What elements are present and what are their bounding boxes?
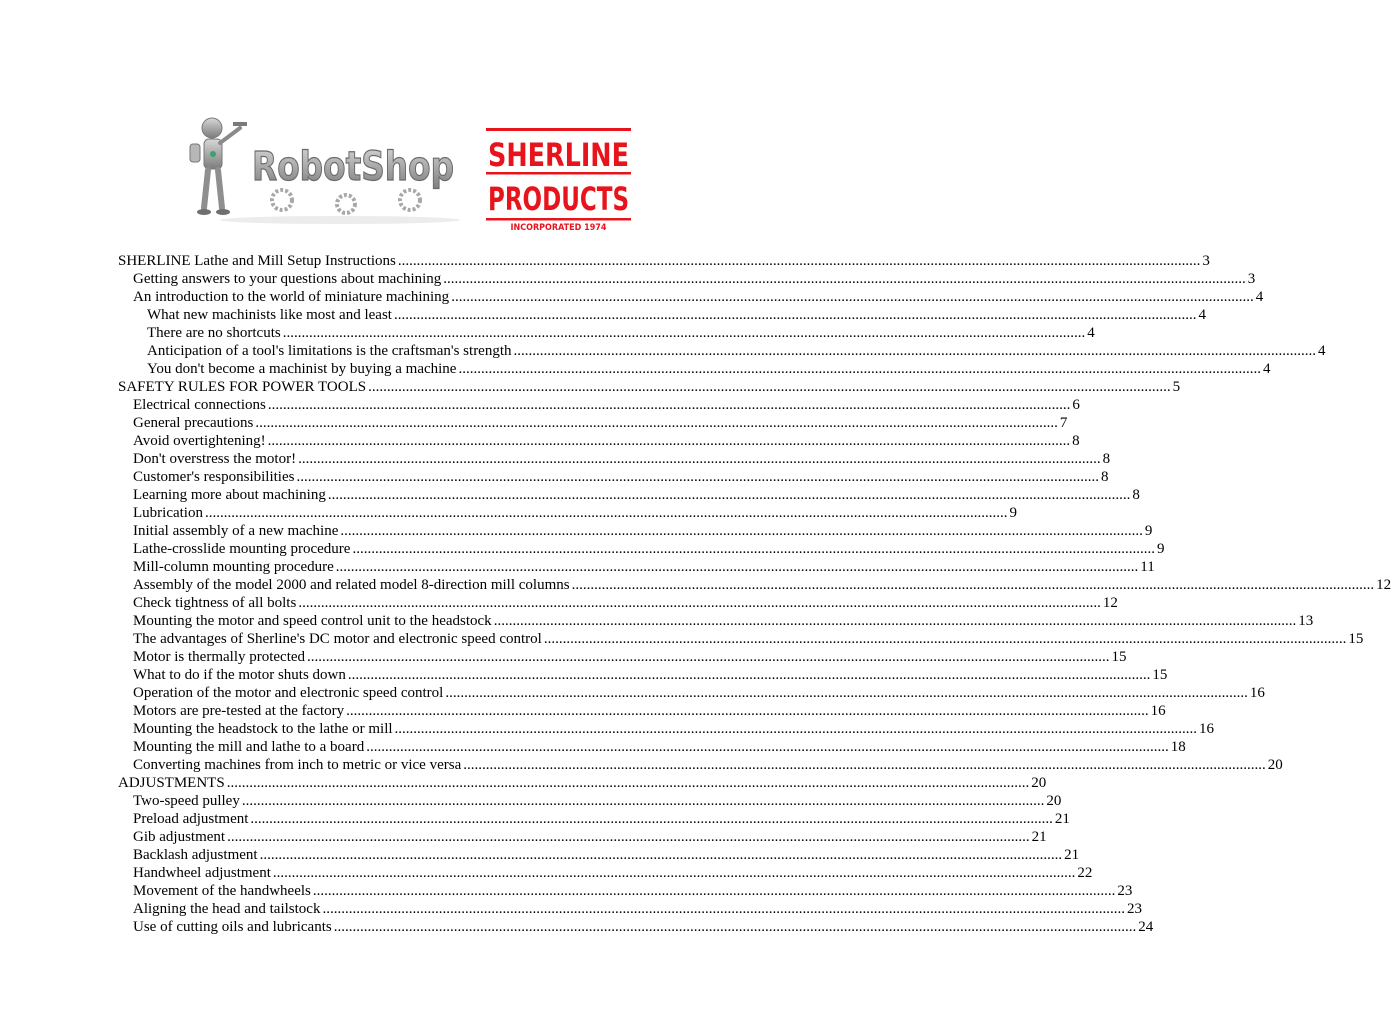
table-of-contents — [118, 252, 1391, 936]
toc-entry-title: You don't become a machinist by buying a machine — [147, 361, 457, 377]
toc-dot-leader — [544, 630, 1347, 648]
toc-entry-page-number: 20 — [1046, 793, 1062, 809]
toc-entry[interactable] — [118, 666, 1168, 684]
toc-dot-leader — [395, 720, 1198, 738]
toc-dot-leader — [255, 414, 1058, 432]
toc-entry-title: Learning more about machining — [133, 487, 326, 503]
toc-entry-title: SAFETY RULES FOR POWER TOOLS — [118, 379, 367, 395]
toc-dot-leader — [514, 342, 1317, 360]
toc-entry-title: An introduction to the world of miniature machining — [133, 289, 450, 305]
toc-dot-leader — [352, 540, 1155, 558]
toc-dot-leader — [398, 252, 1201, 270]
toc-entry-title: Lathe-crosslide mounting procedure — [133, 541, 351, 557]
toc-dot-leader — [313, 882, 1116, 900]
toc-entry-title: Backlash adjustment — [133, 847, 258, 863]
toc-entry[interactable] — [118, 540, 1165, 558]
toc-entry[interactable] — [118, 792, 1062, 810]
toc-entry-title: Mounting the mill and lathe to a board — [133, 739, 365, 755]
toc-dot-leader — [242, 792, 1045, 810]
toc-entry[interactable] — [118, 810, 1070, 828]
toc-dot-leader — [366, 738, 1169, 756]
toc-entry-page-number: 20 — [1031, 775, 1047, 791]
toc-entry-page-number: 21 — [1054, 811, 1070, 827]
toc-entry-page-number: 8 — [1132, 487, 1140, 503]
toc-entry-title: Motors are pre-tested at the factory — [133, 703, 345, 719]
toc-dot-leader — [394, 306, 1197, 324]
toc-entry-page-number: 12 — [1102, 595, 1118, 611]
toc-entry[interactable] — [118, 576, 1391, 594]
toc-entry-page-number: 4 — [1198, 307, 1206, 323]
toc-entry-page-number: 24 — [1138, 919, 1154, 935]
toc-dot-leader — [334, 918, 1137, 936]
toc-entry[interactable] — [118, 396, 1080, 414]
toc-entry[interactable] — [118, 558, 1155, 576]
toc-entry-title: ADJUSTMENTS — [118, 775, 225, 791]
toc-entry-title: The advantages of Sherline's DC motor and electronic speed control — [133, 631, 542, 647]
toc-dot-leader — [336, 558, 1139, 576]
toc-entry-page-number: 11 — [1140, 559, 1155, 575]
toc-entry-title: There are no shortcuts — [147, 325, 281, 341]
toc-entry[interactable] — [118, 702, 1166, 720]
toc-entry-page-number: 7 — [1059, 415, 1068, 431]
toc-entry[interactable] — [118, 756, 1283, 774]
toc-dot-leader — [348, 666, 1151, 684]
toc-entry-title: Assembly of the model 2000 and related model 8-direction mill columns — [133, 577, 570, 593]
toc-entry[interactable] — [118, 270, 1256, 288]
toc-entry-page-number: 16 — [1249, 685, 1265, 701]
toc-entry-page-number: 4 — [1255, 289, 1264, 305]
toc-entry-page-number: 4 — [1262, 361, 1271, 377]
toc-dot-leader — [458, 360, 1261, 378]
toc-entry-page-number: 5 — [1172, 379, 1181, 395]
toc-entry-title: Mill-column mounting procedure — [133, 559, 334, 575]
toc-entry[interactable] — [118, 918, 1154, 936]
toc-entry[interactable] — [118, 468, 1109, 486]
toc-entry-title: Electrical connections — [133, 397, 266, 413]
toc-entry-page-number: 4 — [1087, 325, 1095, 341]
toc-dot-leader — [227, 828, 1030, 846]
toc-entry-title: Lubrication — [133, 505, 203, 521]
toc-entry-title: Avoid overtightening! — [133, 433, 266, 449]
toc-dot-leader — [328, 486, 1131, 504]
toc-entry[interactable] — [118, 612, 1314, 630]
toc-dot-leader — [250, 810, 1053, 828]
toc-entry-page-number: 20 — [1267, 757, 1283, 773]
toc-dot-leader — [307, 648, 1110, 666]
toc-entry-title: Anticipation of a tool's limitations is the craftsman's strength — [147, 343, 512, 359]
toc-entry[interactable] — [118, 648, 1127, 666]
toc-entry[interactable] — [118, 828, 1047, 846]
toc-dot-leader — [322, 900, 1125, 918]
toc-dot-leader — [451, 288, 1254, 306]
toc-entry-title: SHERLINE Lathe and Mill Setup Instructions — [118, 253, 396, 269]
toc-entry-page-number: 15 — [1348, 631, 1364, 647]
toc-entry-page-number: 8 — [1100, 469, 1109, 485]
toc-entry-title: Movement of the handwheels — [133, 883, 311, 899]
toc-entry[interactable] — [118, 342, 1326, 360]
toc-entry[interactable] — [118, 450, 1111, 468]
toc-dot-leader — [273, 864, 1076, 882]
toc-entry-title: Mounting the motor and speed control unit to the headstock — [133, 613, 492, 629]
toc-entry[interactable] — [118, 432, 1080, 450]
sherline-wordmark: SHERLINE — [488, 136, 629, 174]
toc-entry-page-number: 22 — [1077, 865, 1093, 881]
toc-entry-title: General precautions — [133, 415, 254, 431]
toc-entry-page-number: 15 — [1152, 667, 1168, 683]
toc-entry[interactable] — [118, 288, 1264, 306]
toc-entry-title: Motor is thermally protected — [133, 649, 306, 665]
toc-dot-leader — [368, 378, 1171, 396]
toc-entry[interactable] — [118, 900, 1142, 918]
toc-entry-page-number: 12 — [1376, 577, 1391, 593]
toc-entry[interactable] — [118, 684, 1265, 702]
toc-dot-leader — [346, 702, 1149, 720]
toc-entry-title: Check tightness of all bolts — [133, 595, 297, 611]
toc-entry-page-number: 4 — [1318, 343, 1326, 359]
toc-entry[interactable] — [118, 252, 1210, 270]
toc-dot-leader — [268, 396, 1071, 414]
toc-entry[interactable] — [118, 504, 1017, 522]
toc-entry-title: Gib adjustment — [133, 829, 226, 845]
toc-entry[interactable] — [118, 378, 1181, 396]
robotshop-wordmark: RobotShop — [252, 144, 454, 190]
toc-dot-leader — [296, 468, 1099, 486]
toc-entry[interactable] — [118, 360, 1271, 378]
toc-dot-leader — [494, 612, 1297, 630]
toc-entry-title: Don't overstress the motor! — [133, 451, 297, 467]
toc-dot-leader — [340, 522, 1143, 540]
toc-entry-title: Converting machines from inch to metric or vice versa — [133, 757, 462, 773]
toc-entry[interactable] — [118, 720, 1215, 738]
toc-entry-title: Mounting the headstock to the lathe or mill — [133, 721, 393, 737]
toc-dot-leader — [445, 684, 1248, 702]
toc-entry-title: Preload adjustment — [133, 811, 249, 827]
products-wordmark: PRODUCTS — [488, 180, 629, 218]
toc-entry-page-number: 8 — [1072, 433, 1080, 449]
toc-entry-page-number: 3 — [1247, 271, 1256, 287]
toc-dot-leader — [205, 504, 1008, 522]
toc-entry-page-number: 9 — [1144, 523, 1153, 539]
toc-entry-title: Initial assembly of a new machine — [133, 523, 339, 539]
toc-entry[interactable] — [118, 486, 1140, 504]
toc-entry[interactable] — [118, 522, 1153, 540]
toc-dot-leader — [443, 270, 1246, 288]
toc-entry-page-number: 9 — [1009, 505, 1017, 521]
toc-dot-leader — [298, 450, 1101, 468]
toc-entry-page-number: 23 — [1126, 901, 1142, 917]
toc-entry-title: What new machinists like most and least — [147, 307, 392, 323]
toc-entry-page-number: 16 — [1150, 703, 1166, 719]
toc-entry-page-number: 15 — [1111, 649, 1127, 665]
toc-entry[interactable] — [118, 414, 1068, 432]
toc-entry-title: Use of cutting oils and lubricants — [133, 919, 332, 935]
toc-entry-page-number: 21 — [1064, 847, 1080, 863]
sherline-logo — [486, 128, 631, 232]
toc-entry-title: Handwheel adjustment — [133, 865, 271, 881]
toc-entry[interactable] — [118, 846, 1080, 864]
toc-entry-page-number: 9 — [1156, 541, 1165, 557]
toc-entry-title: What to do if the motor shuts down — [133, 667, 346, 683]
toc-entry[interactable] — [118, 738, 1186, 756]
toc-entry-page-number: 23 — [1117, 883, 1133, 899]
toc-entry-page-number: 21 — [1031, 829, 1047, 845]
toc-entry-page-number: 13 — [1298, 613, 1314, 629]
toc-entry[interactable] — [118, 864, 1093, 882]
toc-entry-title: Operation of the motor and electronic speed control — [133, 685, 444, 701]
toc-entry[interactable] — [118, 594, 1118, 612]
robot-figure-icon — [190, 118, 247, 215]
toc-entry-page-number: 16 — [1199, 721, 1215, 737]
toc-entry[interactable] — [118, 774, 1047, 792]
toc-entry-page-number: 3 — [1202, 253, 1210, 269]
toc-entry-title: Getting answers to your questions about machining — [133, 271, 442, 287]
toc-dot-leader — [227, 774, 1030, 792]
toc-dot-leader — [298, 594, 1101, 612]
incorporated-text: INCORPORATED 1974 — [510, 223, 607, 233]
toc-dot-leader — [572, 576, 1375, 594]
toc-entry-page-number: 18 — [1170, 739, 1186, 755]
robotshop-logo — [160, 108, 460, 226]
toc-dot-leader — [463, 756, 1266, 774]
toc-entry[interactable] — [118, 882, 1133, 900]
toc-entry[interactable] — [118, 306, 1206, 324]
toc-entry[interactable] — [118, 324, 1095, 342]
toc-dot-leader — [268, 432, 1071, 450]
toc-dot-leader — [260, 846, 1063, 864]
toc-entry[interactable] — [118, 630, 1364, 648]
toc-entry-page-number: 8 — [1102, 451, 1111, 467]
toc-entry-title: Customer's responsibilities — [133, 469, 295, 485]
toc-entry-title: Two-speed pulley — [133, 793, 240, 809]
toc-dot-leader — [283, 324, 1086, 342]
toc-entry-title: Aligning the head and tailstock — [133, 901, 321, 917]
toc-entry-page-number: 6 — [1072, 397, 1080, 413]
